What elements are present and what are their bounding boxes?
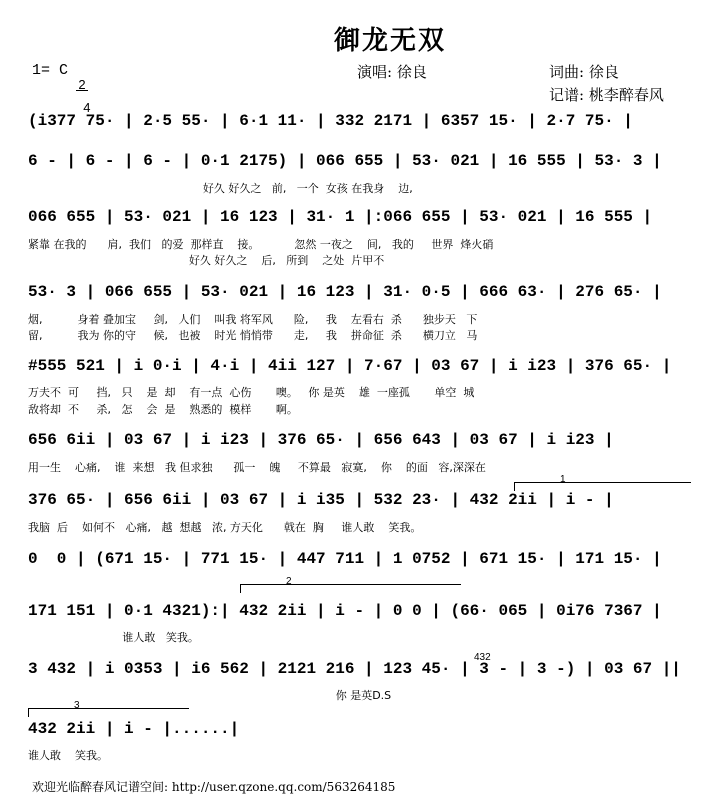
score-row-3-lyrics-1: 紧靠 在我的 肩, 我们 的爱 那样直 接。 忽然 一夜之 间, 我的 世界 烽火硝	[28, 238, 494, 251]
score-row-9-notes: 171 151 | 0·1 4321):| 432 2ii | i - | 0 0 | (66· 065 | 0i76 7367 |	[28, 602, 662, 620]
grace-note-label: 432	[474, 652, 491, 663]
volta-bracket-3-number: 3	[74, 700, 80, 711]
score-row-11-notes: 432 2ii | i - |......|	[28, 720, 240, 738]
volta-bracket-2-number: 2	[286, 576, 292, 587]
score-row-6-notes: 656 6ii | 03 67 | i i23 | 376 65· | 656 643 | 03 67 | i i23 |	[28, 431, 614, 449]
score-row-9-lyrics-1: 谁人敢 笑我。	[28, 631, 199, 644]
score-row-5-lyrics-2: 敌将却 不 杀, 怎 会 是 熟悉的 模样 啊。	[28, 403, 298, 416]
score-row-6-lyrics-1: 用一生 心痛, 谁 来想 我 但求独 孤一 魄 不算最 寂寞, 你 的面 容,深深在	[28, 461, 486, 474]
score-row-5-lyrics-1: 万夫不 可 挡, 只 是 却 有一点 心伤 噢。 你 是英 雄 一座孤 单空 城	[28, 386, 475, 399]
score-row-10-notes: 3 432 | i 0353 | i6 562 | 2121 216 | 123 45· | 3 - | 3 -) | 03 67 ||	[28, 660, 681, 678]
score-row-4-lyrics-2: 留, 我为 你的守 候, 也被 时光 悄悄带 走, 我 拼命征 杀 横刀立 马	[28, 329, 478, 342]
score-row-7-notes: 376 65· | 656 6ii | 03 67 | i i35 | 532 23· | 432 2ii | i - |	[28, 491, 614, 509]
time-signature	[76, 57, 91, 115]
score-row-2-notes: 6 - | 6 - | 6 - | 0·1 2175) | 066 655 | 53· 021 | 16 555 | 53· 3 |	[28, 152, 662, 170]
song-title: 御龙无双	[334, 26, 447, 56]
singer-credit: 演唱: 徐良	[357, 63, 427, 81]
score-row-7-lyrics-1: 我脑 后 如何不 心痛, 越 想越 浓, 方天化 戟在 胸 谁人敢 笑我。	[28, 521, 422, 534]
volta-bracket-1-number: 1	[560, 474, 566, 485]
score-row-10-lyrics-1: 你 是英D.S	[28, 689, 392, 702]
volta-bracket-1	[514, 482, 691, 491]
score-row-11-lyrics-1: 谁人敢 笑我。	[28, 749, 108, 762]
volta-bracket-3	[28, 708, 189, 717]
score-row-3-notes: 066 655 | 53· 021 | 16 123 | 31· 1 |:066 655 | 53· 021 | 16 555 |	[28, 208, 653, 226]
score-row-2-lyrics-1: 好久 好久之 前, 一个 女孩 在我身 边,	[28, 182, 413, 195]
score-row-8-notes: 0 0 | (671 15· | 771 15· | 447 711 | 1 0752 | 671 15· | 171 15· |	[28, 550, 662, 568]
time-signature-denominator: 4	[83, 100, 91, 115]
composer-credit: 词曲: 徐良	[549, 63, 619, 81]
score-row-1-notes: (i377 75· | 2·5 55· | 6·1 11· | 332 2171 | 6357 15· | 2·7 75· |	[28, 112, 633, 130]
time-signature-numerator: 2	[76, 79, 88, 91]
score-row-3-lyrics-2: 好久 好久之 后, 所到 之处 片甲不	[28, 254, 385, 267]
score-row-4-lyrics-1: 烟, 身着 叠加宝 剑, 人们 叫我 将军风 险, 我 左看右 杀 独步天 下	[28, 313, 478, 326]
score-row-4-notes: 53· 3 | 066 655 | 53· 021 | 16 123 | 31· 0·5 | 666 63· | 276 65· |	[28, 283, 662, 301]
score-row-5-notes: #555 521 | i 0·i | 4·i | 4ii 127 | 7·67 | 03 67 | i i23 | 376 65· |	[28, 357, 672, 375]
transcriber-credit: 记谱: 桃李醉春风	[549, 86, 664, 104]
volta-bracket-2	[240, 584, 461, 593]
key-signature: 1= C	[32, 62, 69, 79]
footer-text: 欢迎光临醉春风记谱空间: http://user.qzone.qq.com/563264185	[32, 780, 396, 794]
